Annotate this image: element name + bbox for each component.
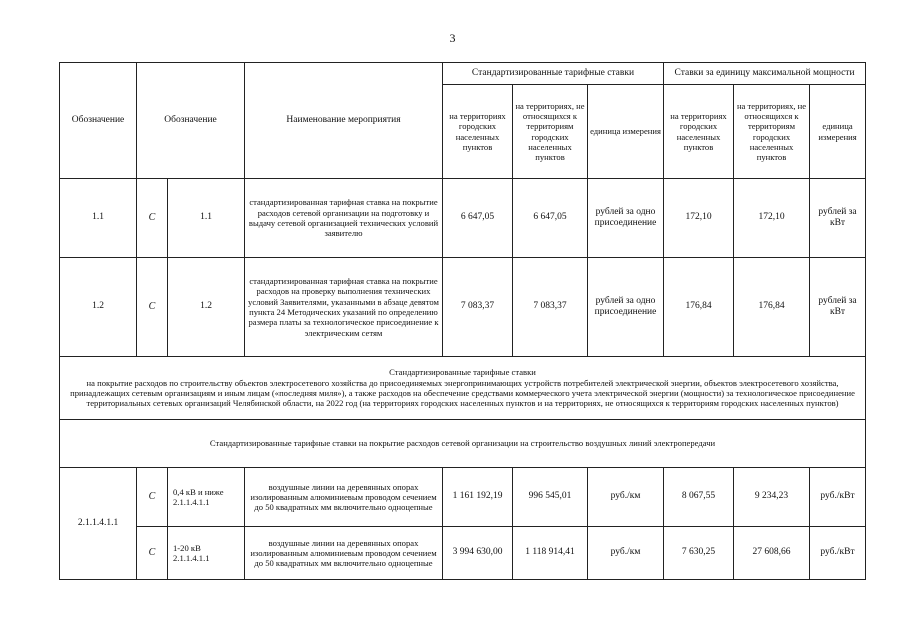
row-c-mark: С bbox=[137, 468, 168, 527]
row-power-unit: рублей за кВт bbox=[810, 258, 866, 357]
row-rate-urban: 3 994 630,00 bbox=[443, 527, 513, 580]
row-rate-nonurban: 1 118 914,41 bbox=[513, 527, 588, 580]
tariff-table bbox=[59, 62, 866, 580]
header-capacity-rates: Ставки за единицу максимальной мощности bbox=[664, 63, 866, 85]
row-rate-unit: рублей за одно присоединение bbox=[588, 179, 664, 258]
header-urban: на территориях городских населенных пунктов bbox=[664, 85, 734, 179]
voltage-class: 0,4 кВ и ниже bbox=[173, 486, 224, 497]
header-event-name: Наименование мероприятия bbox=[245, 63, 443, 179]
header-unit: единица измерения bbox=[588, 85, 664, 179]
header-unit: единица измерения bbox=[810, 85, 866, 179]
section-banner-row bbox=[60, 357, 866, 420]
group-code: 2.1.1.4.1.1 bbox=[60, 468, 137, 580]
header-urban: на территориях городских населенных пунктов bbox=[443, 85, 513, 179]
row-power-unit: рублей за кВт bbox=[810, 179, 866, 258]
row-voltage bbox=[168, 468, 245, 527]
row-rate-urban: 1 161 192,19 bbox=[443, 468, 513, 527]
row-rate-urban: 6 647,05 bbox=[443, 179, 513, 258]
row-sub-code: 1.1 bbox=[168, 179, 245, 258]
row-event-name: стандартизированная тарифная ставка на покрытие расходов на проверку выполнения технических условий Заявителями, указанными в абзаце девятом пункта 24 Методических указаний по определению размера платы за технологическое присоединение к электрическим сетям bbox=[245, 258, 443, 357]
header-nonurban: на территориях, не относящихся к территориям городских населенных пунктов bbox=[513, 85, 588, 179]
table-row bbox=[60, 527, 866, 580]
header-standard-rates: Стандартизированные тарифные ставки bbox=[443, 63, 664, 85]
section-subheader: Стандартизированные тарифные ставки на покрытие расходов сетевой организации на строительство воздушных линий электропередачи bbox=[60, 420, 866, 468]
row-event-name: воздушные линии на деревянных опорах изолированным алюминиевым проводом сечением до 50 квадратных мм включительно одноцепные bbox=[245, 468, 443, 527]
row-power-nonurban: 176,84 bbox=[734, 258, 810, 357]
row-voltage bbox=[168, 527, 245, 580]
voltage-code: 2.1.1.4.1.1 bbox=[173, 553, 210, 563]
row-c-mark: С bbox=[137, 179, 168, 258]
row-sub-code: 1.2 bbox=[168, 258, 245, 357]
row-power-nonurban: 27 608,66 bbox=[734, 527, 810, 580]
row-power-nonurban: 172,10 bbox=[734, 179, 810, 258]
banner-title: Стандартизированные тарифные ставки bbox=[389, 367, 536, 378]
section-banner bbox=[60, 357, 866, 420]
row-rate-unit: рублей за одно присоединение bbox=[588, 258, 664, 357]
row-event-name: стандартизированная тарифная ставка на покрытие расходов сетевой организации на подготовку и выдачу сетевой организацией технических условий заявителю bbox=[245, 179, 443, 258]
row-rate-urban: 7 083,37 bbox=[443, 258, 513, 357]
row-rate-unit: руб./км bbox=[588, 468, 664, 527]
row-code: 1.2 bbox=[60, 258, 137, 357]
table-row bbox=[60, 468, 866, 527]
row-rate-nonurban: 6 647,05 bbox=[513, 179, 588, 258]
banner-body: на покрытие расходов по строительству объектов электросетевого хозяйства до присоединяемых энергопринимающих устройств потребителей электрической энергии, объектов электросетевого хозяйства, принадлежащих сетевым организациям и иным лицам («последняя миля»), а также расходов на обеспечение средствами коммерческого учета электрической энергии (мощности) за технологическое присоединение территориальных сетевых организаций Челябинской области, на 2022 год (на территориях городских населенных пунктов и на территориях, не относящихся к территориям городских населенных пунктов) bbox=[70, 377, 855, 409]
row-power-unit: руб./кВт bbox=[810, 527, 866, 580]
header-designation-2: Обозначение bbox=[137, 63, 245, 179]
row-rate-nonurban: 996 545,01 bbox=[513, 468, 588, 527]
header-designation: Обозначение bbox=[60, 63, 137, 179]
subheader-row bbox=[60, 420, 866, 468]
row-c-mark: С bbox=[137, 527, 168, 580]
row-event-name: воздушные линии на деревянных опорах изолированным алюминиевым проводом сечением до 50 квадратных мм включительно одноцепные bbox=[245, 527, 443, 580]
row-power-urban: 8 067,55 bbox=[664, 468, 734, 527]
row-rate-nonurban: 7 083,37 bbox=[513, 258, 588, 357]
row-power-unit: руб./кВт bbox=[810, 468, 866, 527]
row-power-nonurban: 9 234,23 bbox=[734, 468, 810, 527]
row-power-urban: 176,84 bbox=[664, 258, 734, 357]
header-row-top bbox=[60, 63, 866, 85]
table-row bbox=[60, 258, 866, 357]
row-power-urban: 172,10 bbox=[664, 179, 734, 258]
page-number: 3 bbox=[449, 31, 456, 45]
voltage-code: 2.1.1.4.1.1 bbox=[173, 497, 210, 507]
row-rate-unit: руб./км bbox=[588, 527, 664, 580]
table-row bbox=[60, 179, 866, 258]
row-code: 1.1 bbox=[60, 179, 137, 258]
header-nonurban: на территориях, не относящихся к территориям городских населенных пунктов bbox=[734, 85, 810, 179]
row-c-mark: С bbox=[137, 258, 168, 357]
voltage-class: 1-20 кВ bbox=[173, 542, 201, 553]
row-power-urban: 7 630,25 bbox=[664, 527, 734, 580]
